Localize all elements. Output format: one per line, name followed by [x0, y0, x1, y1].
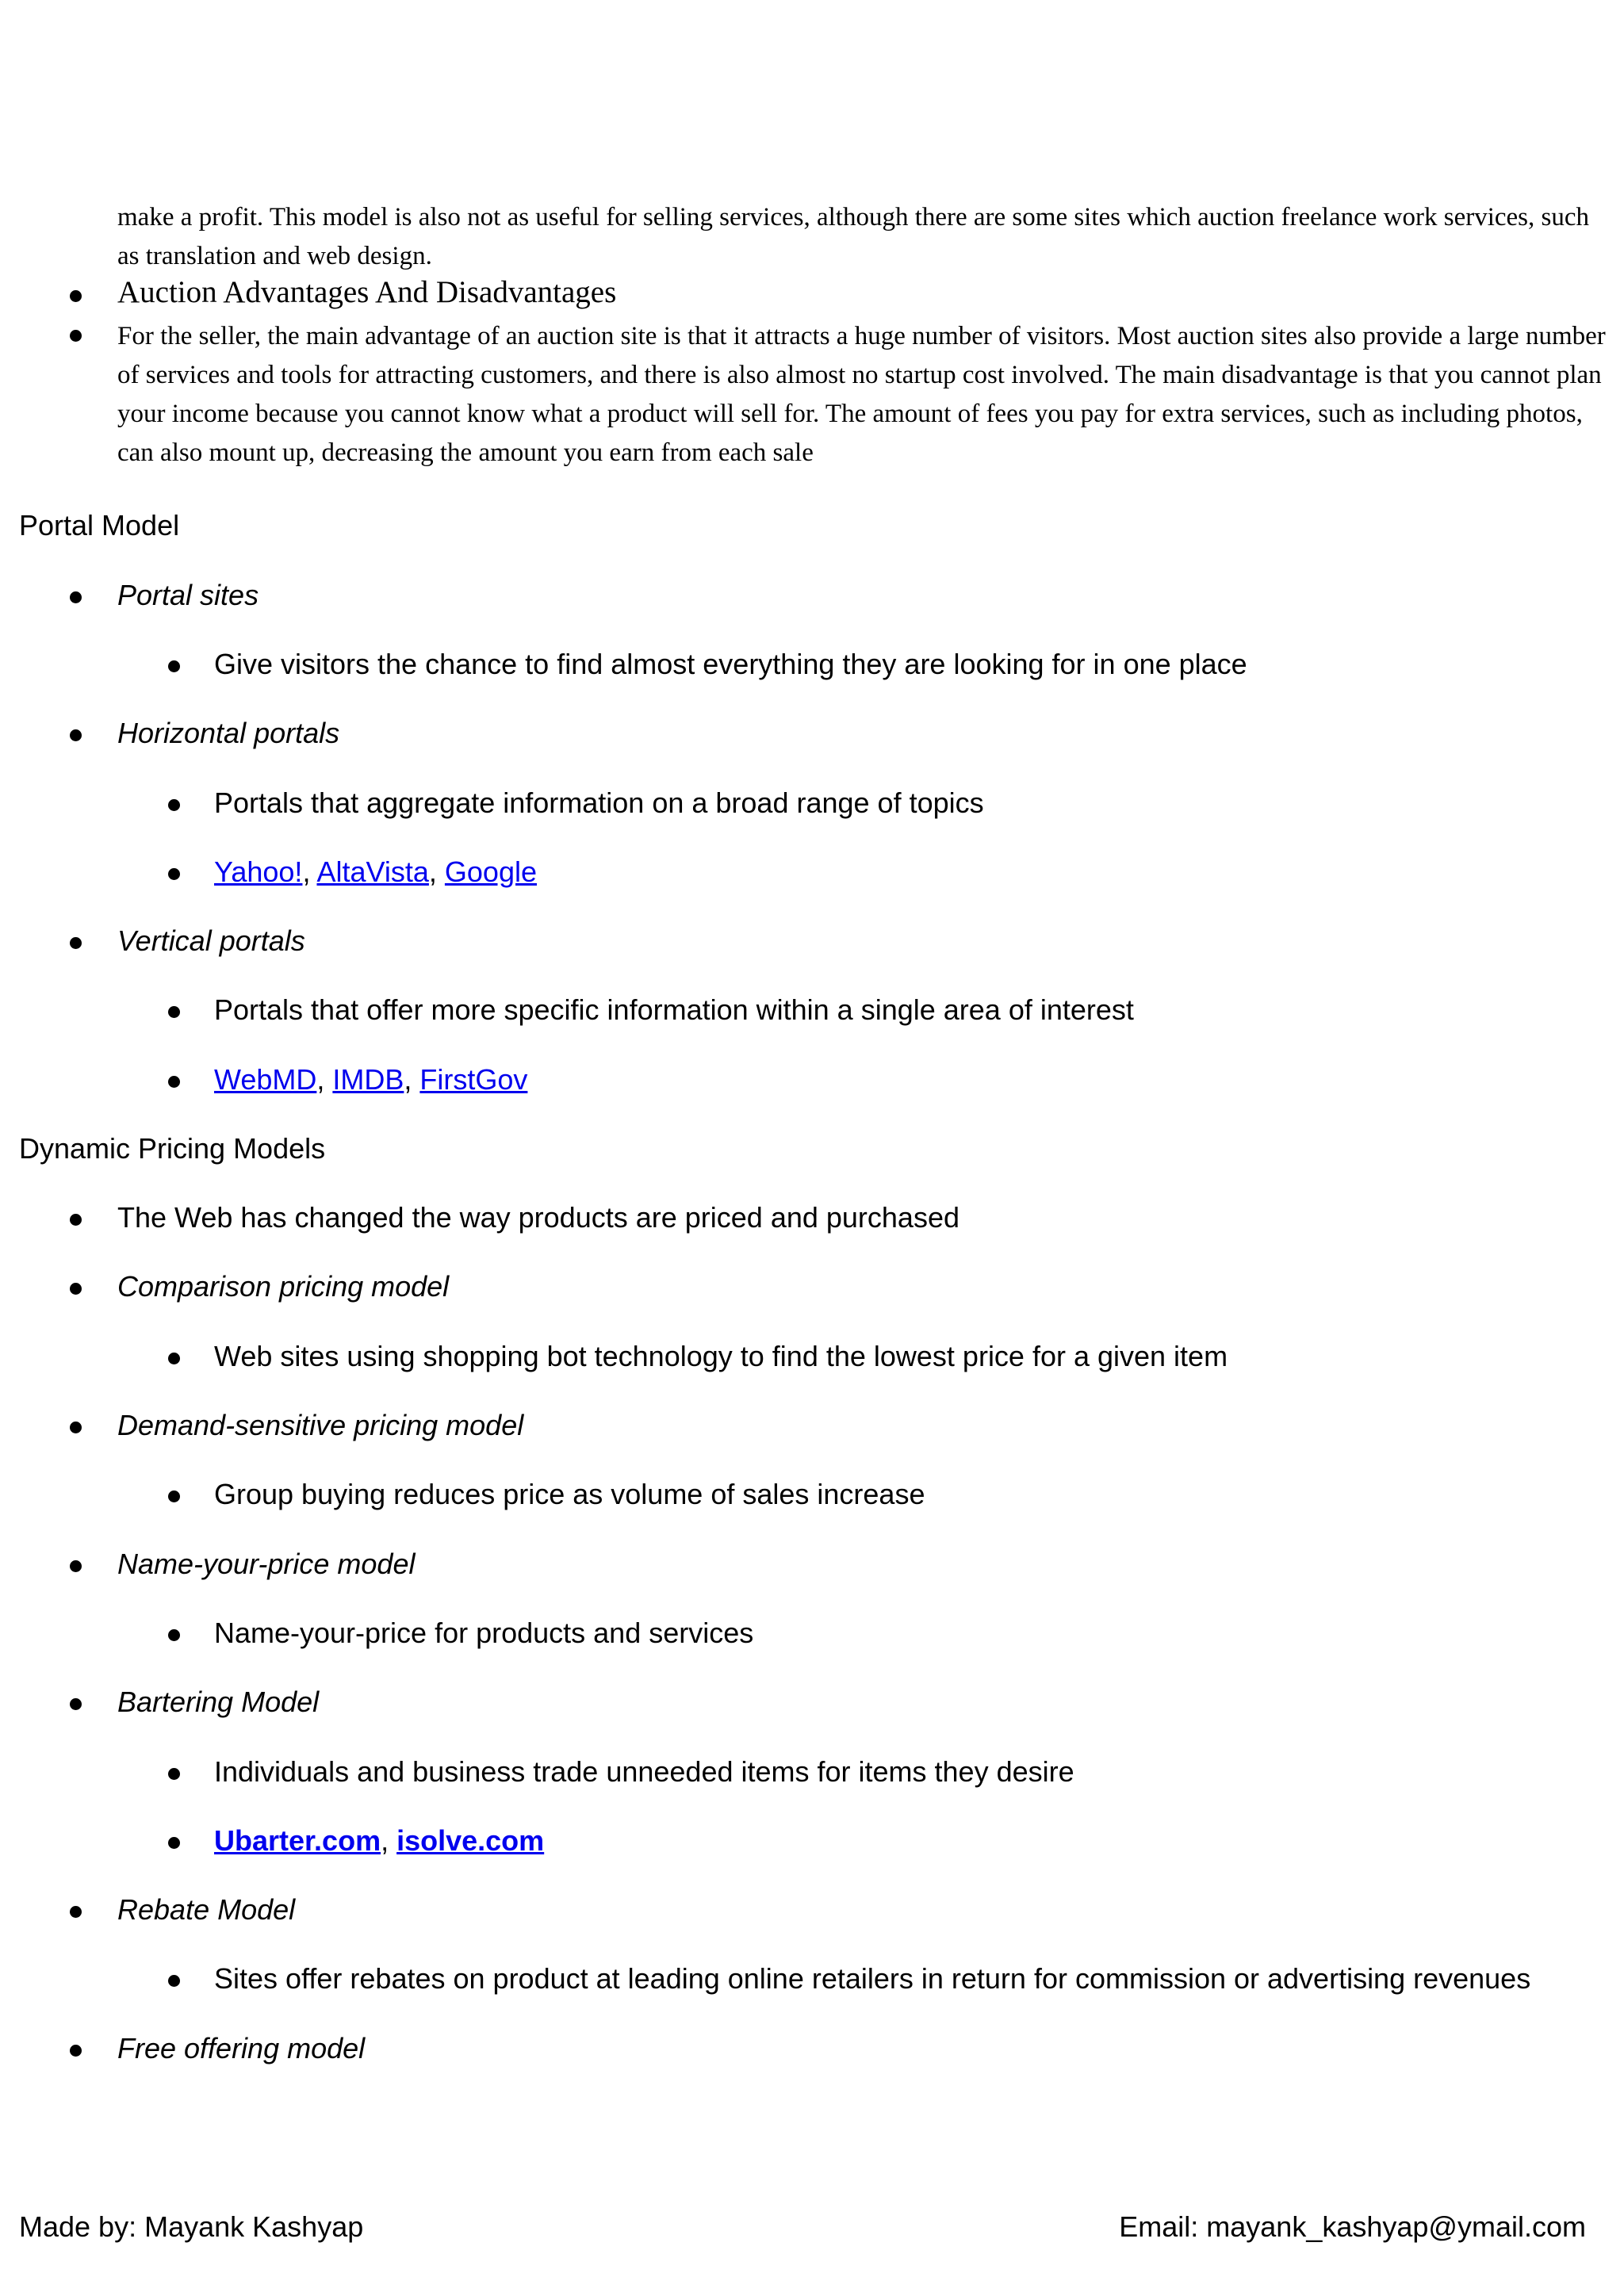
- bullet-icon: [168, 1768, 180, 1780]
- footer-author: Made by: Mayank Kashyap: [19, 2210, 364, 2243]
- auction-paragraph: For the seller, the main advantage of an auction site is that it attracts a huge number of visitors. Most auction sites also provide a large number of services and tools for attracting customers, and there is also almost no startup cost involved. The main disadvantage is that you cannot plan your income because you cannot know what a product will sell for. The amount of fees you pay for extra services, such as including photos, can also mount up, decreasing the amount you earn from each sale: [117, 322, 1606, 467]
- horizontal-links: Yahoo!, AltaVista, Google: [214, 855, 537, 888]
- dynamic-heading: Dynamic Pricing Models: [19, 1132, 326, 1165]
- vertical-portals-label: Vertical portals: [117, 924, 305, 957]
- free-offering-label: Free offering model: [117, 2032, 366, 2064]
- bullet-icon: [70, 729, 82, 741]
- demand-desc: Group buying reduces price as volume of sales increase: [214, 1478, 925, 1510]
- link-google[interactable]: Google: [444, 855, 537, 888]
- bullet-icon: [70, 1906, 82, 1918]
- link-webmd[interactable]: WebMD: [214, 1063, 317, 1096]
- bullet-icon: [70, 1698, 82, 1710]
- rebate-label: Rebate Model: [117, 1893, 296, 1926]
- bullet-icon: [168, 1837, 180, 1849]
- portal-sites-desc: Give visitors the chance to find almost everything they are looking for in one place: [214, 648, 1247, 680]
- footer-email: Email: mayank_kashyap@ymail.com: [1119, 2210, 1586, 2243]
- bullet-icon: [168, 799, 180, 811]
- dynamic-intro: The Web has changed the way products are priced and purchased: [117, 1201, 959, 1234]
- vertical-links: WebMD, IMDB, FirstGov: [214, 1063, 528, 1096]
- bullet-icon: [70, 1422, 82, 1433]
- link-imdb[interactable]: IMDB: [332, 1063, 404, 1096]
- rebate-desc: Sites offer rebates on product at leading online retailers in return for commission or advertising revenues: [214, 1962, 1531, 1995]
- comparison-label: Comparison pricing model: [117, 1270, 450, 1303]
- bullet-icon: [168, 1975, 180, 1987]
- bartering-desc: Individuals and business trade unneeded items for items they desire: [214, 1755, 1074, 1788]
- vertical-portals-desc: Portals that offer more specific information within a single area of interest: [214, 993, 1134, 1026]
- portal-sites-label: Portal sites: [117, 579, 259, 611]
- bullet-icon: [168, 1629, 180, 1641]
- bullet-icon: [70, 330, 82, 342]
- auction-continued-text: make a profit. This model is also not as useful for selling services, although there are some sites which auction freelance work services, such as translation and web design.: [117, 203, 1590, 270]
- comparison-desc: Web sites using shopping bot technology to find the lowest price for a given item: [214, 1340, 1228, 1372]
- auction-heading: Auction Advantages And Disadvantages: [117, 275, 617, 309]
- bullet-icon: [70, 1283, 82, 1295]
- horizontal-portals-desc: Portals that aggregate information on a broad range of topics: [214, 786, 984, 819]
- link-ubarter[interactable]: Ubarter.com: [214, 1824, 381, 1857]
- bullet-icon: [70, 1560, 82, 1572]
- name-price-desc: Name-your-price for products and services: [214, 1617, 754, 1649]
- bullet-icon: [70, 937, 82, 949]
- bullet-icon: [70, 2045, 82, 2057]
- bullet-icon: [168, 1490, 180, 1502]
- horizontal-portals-label: Horizontal portals: [117, 717, 340, 749]
- bullet-icon: [168, 1353, 180, 1364]
- portal-heading: Portal Model: [19, 509, 180, 541]
- bullet-icon: [70, 591, 82, 603]
- name-price-label: Name-your-price model: [117, 1548, 416, 1580]
- bullet-icon: [168, 868, 180, 880]
- bullet-icon: [70, 1214, 82, 1226]
- bullet-icon: [168, 1006, 180, 1018]
- bartering-label: Bartering Model: [117, 1686, 320, 1718]
- bullet-icon: [168, 660, 180, 672]
- bartering-links: Ubarter.com, isolve.com: [214, 1824, 545, 1857]
- link-firstgov[interactable]: FirstGov: [419, 1063, 528, 1096]
- link-altavista[interactable]: AltaVista: [316, 855, 429, 888]
- bullet-icon: [168, 1076, 180, 1088]
- demand-label: Demand-sensitive pricing model: [117, 1409, 524, 1441]
- link-yahoo[interactable]: Yahoo!: [214, 855, 303, 888]
- bullet-icon: [70, 290, 82, 302]
- link-isolve[interactable]: isolve.com: [396, 1824, 545, 1857]
